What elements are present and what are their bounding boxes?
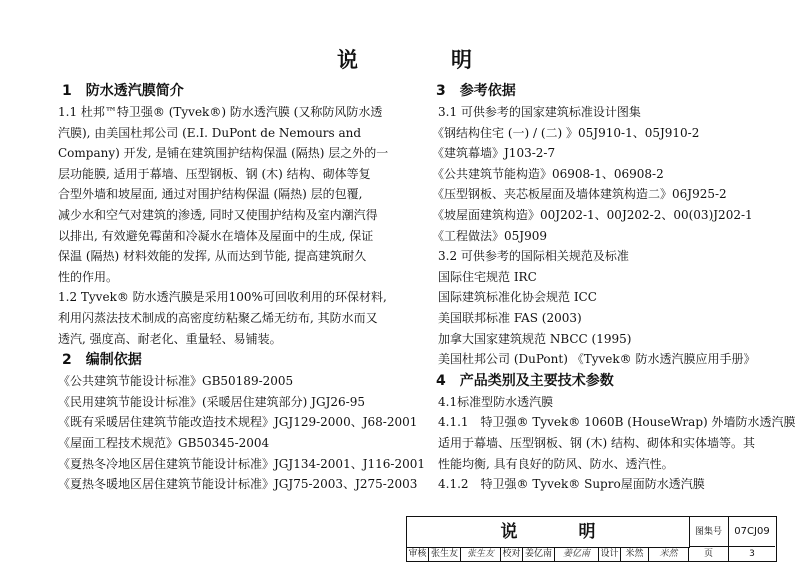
section-1-1-paragraph <box>58 102 398 287</box>
section-4-heading: 4 产品类别及主要技术参数 <box>436 372 614 389</box>
section-3-1-title: 3.1 可供参考的国家建筑标准设计图集 <box>438 105 641 119</box>
text-line: 以排出, 有效避免霉菌和冷凝水在墙体及屋面中的生成, 保证 <box>58 228 374 243</box>
title-block <box>406 516 777 562</box>
text-line: 利用闪蒸法技术制成的高密度纺粘聚乙烯无纺布, 其防水而又 <box>58 310 378 325</box>
title-block-signature-row <box>407 547 775 561</box>
right-column <box>432 80 796 495</box>
text-line: 减少水和空气对建筑的渗透, 同时又使围护结构及室内潮汽得 <box>58 207 378 222</box>
text-line: 汽膜), 由美国杜邦公司 (E.I. DuPont de Nemours and <box>58 125 362 140</box>
standard-list-item: 《压型钢板、夹芯板屋面及墙体建筑构造二》06J925-2 <box>432 187 727 202</box>
checker-signature: 姜亿南 <box>555 547 599 561</box>
standard-list-item: 《公共建筑节能构造》06908-1、06908-2 <box>432 166 664 181</box>
section-4-1-title: 4.1标准型防水透汽膜 <box>438 394 554 409</box>
section-2-heading: 2 编制依据 <box>62 352 142 369</box>
standard-list-item: 《夏热冬冷地区居住建筑节能设计标准》JGJ134-2001、J116-2001 <box>58 456 426 471</box>
standard-list-item: 《工程做法》05J909 <box>432 228 547 243</box>
checker-name: 姜亿南 <box>523 547 555 561</box>
standard-list-item: 《既有采暖居住建筑节能改造技术规程》JGJ129-2000、J68-2001 <box>58 415 418 430</box>
text-line: 4.1.1 特卫强® Tyvek® 1060B (HouseWrap) 外墙防水透汽膜 <box>438 415 796 430</box>
standard-list-item: 《建筑幕墙》J103-2-7 <box>432 146 556 161</box>
left-column <box>58 80 426 495</box>
section-3-2-title: 3.2 可供参考的国际相关规范及标准 <box>438 249 629 264</box>
section-1-heading: 1 防水透汽膜简介 <box>62 83 184 99</box>
section-4-1-1-paragraph <box>432 412 796 474</box>
standard-list-item: 《屋面工程技术规范》GB50345-2004 <box>58 435 270 450</box>
standard-list-item: 国际住宅规范 IRC <box>438 269 537 284</box>
standard-list-item: 美国联邦标准 FAS (2003) <box>438 310 582 325</box>
standard-list-item: 国际建筑标准化协会规范 ICC <box>438 290 597 305</box>
reviewer-signature: 张生友 <box>461 547 501 561</box>
title-block-title: 说 明 <box>407 517 690 548</box>
standard-list-item: 《夏热冬暖地区居住建筑节能设计标准》JGJ75-2003、J275-2003 <box>58 477 418 492</box>
text-line: 透汽, 强度高、耐老化、重量轻、易铺装。 <box>58 331 282 346</box>
text-line: 合型外墙和坡屋面, 通过对围护结构保温 (隔热) 层的包覆, <box>58 187 363 202</box>
standard-list-item: 加拿大国家建筑规范 NBCC (1995) <box>438 331 632 346</box>
section-1-2-paragraph <box>58 287 398 349</box>
text-line: 1.1 杜邦™特卫强® (Tyvek®) 防水透汽膜 (又称防风防水透 <box>58 105 383 119</box>
text-line: 性的作用。 <box>58 269 119 284</box>
text-line: 层功能膜, 适用于幕墙、压型钢板、钢 (木) 结构、砌体等复 <box>58 166 371 181</box>
atlas-number: 07CJ09 <box>729 517 775 547</box>
designer-name: 米然 <box>621 547 649 561</box>
text-line: 保温 (隔热) 材料效能的发挥, 从而达到节能, 提高建筑耐久 <box>58 249 367 264</box>
standard-list-item: 《坡屋面建筑构造》00J202-1、00J202-2、00(03)J202-1 <box>432 207 753 222</box>
atlas-number-label: 图集号 <box>689 517 729 547</box>
standard-list-item: 《公共建筑节能设计标准》GB50189-2005 <box>58 374 294 389</box>
section-2-list <box>58 371 426 495</box>
section-4-1-2-line: 4.1.2 特卫强® Tyvek® Supro屋面防水透汽膜 <box>438 477 705 492</box>
text-line: 适用于幕墙、压型钢板、钢 (木) 结构、砌体和实体墙等。其 <box>438 435 755 450</box>
page-label: 页 <box>689 547 729 561</box>
review-label: 审核 <box>407 547 429 561</box>
text-line: 1.2 Tyvek® 防水透汽膜是采用100%可回收利用的环保材料, <box>58 290 387 305</box>
designer-signature: 米然 <box>649 547 689 561</box>
reviewer-name: 张生友 <box>429 547 461 561</box>
standard-list-item: 《民用建筑节能设计标准》(采暖居住建筑部分) JGJ26-95 <box>58 394 365 409</box>
text-line: 性能均衡, 具有良好的防风、防水、透汽性。 <box>438 456 674 471</box>
section-3-heading: 3 参考依据 <box>436 83 516 99</box>
standard-list-item: 美国杜邦公司 (DuPont) 《Tyvek® 防水透汽膜应用手册》 <box>438 352 756 367</box>
check-label: 校对 <box>501 547 523 561</box>
text-line: Company) 开发, 是铺在建筑围护结构保温 (隔热) 层之外的一 <box>58 146 389 161</box>
section-3-1-list <box>432 123 777 247</box>
page-title: 说 明 <box>337 48 508 72</box>
standard-list-item: 《钢结构住宅 (一) / (二) 》05J910-1、05J910-2 <box>432 125 700 140</box>
design-label: 设计 <box>599 547 621 561</box>
page-number: 3 <box>749 549 755 559</box>
section-3-2-list <box>432 267 777 370</box>
